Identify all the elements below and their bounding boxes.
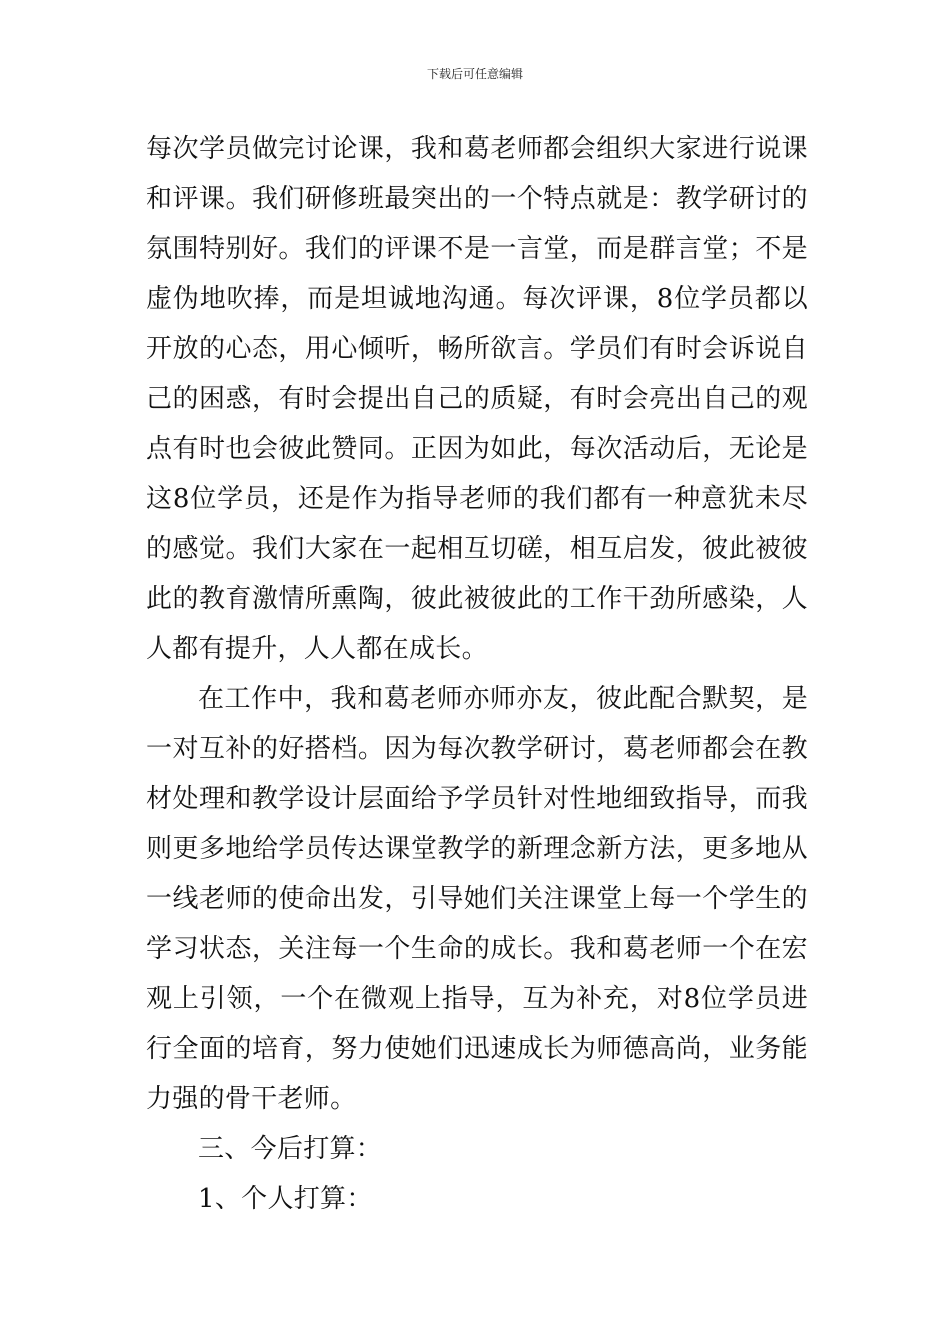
section-heading-future-plans: 三、今后打算： bbox=[198, 1134, 383, 1164]
subsection-heading-personal-plans: 1、个人打算： bbox=[198, 1184, 373, 1214]
document-body bbox=[146, 124, 808, 1224]
page-header: 下载后可任意编辑 bbox=[426, 67, 523, 81]
paragraph-cooperation: 在工作中，我和葛老师亦师亦友，彼此配合默契，是一对互补的好搭档。因为每次教学研讨，葛老师都会在教材处理和教学设计层面给予学员针对性地细致指导，而我则更多地给学员传达课堂教学的新理念新方法，更多地从一线老师的使命出发，引导她们关注课堂上每一个学生的学习状态，关注每一个生命的成长。我和葛老师一个在宏观上引领，一个在微观上指导，互为补充，对8位学员进行全面的培育，努力使她们迅速成长为师德高尚，业务能力强的骨干老师。 bbox=[146, 684, 808, 1114]
paragraph-evaluation: 每次学员做完讨论课，我和葛老师都会组织大家进行说课和评课。我们研修班最突出的一个特点就是：教学研讨的氛围特别好。我们的评课不是一言堂，而是群言堂；不是虚伪地吹捧，而是坦诚地沟通。每次评课，8位学员都以开放的心态，用心倾听，畅所欲言。学员们有时会诉说自己的困惑，有时会提出自己的质疑，有时会亮出自己的观点有时也会彼此赞同。正因为如此，每次活动后，无论是这8位学员，还是作为指导老师的我们都有一种意犹未尽的感觉。我们大家在一起相互切磋，相互启发，彼此被彼此的教育激情所熏陶，彼此被彼此的工作干劲所感染，人人都有提升，人人都在成长。 bbox=[146, 134, 808, 664]
